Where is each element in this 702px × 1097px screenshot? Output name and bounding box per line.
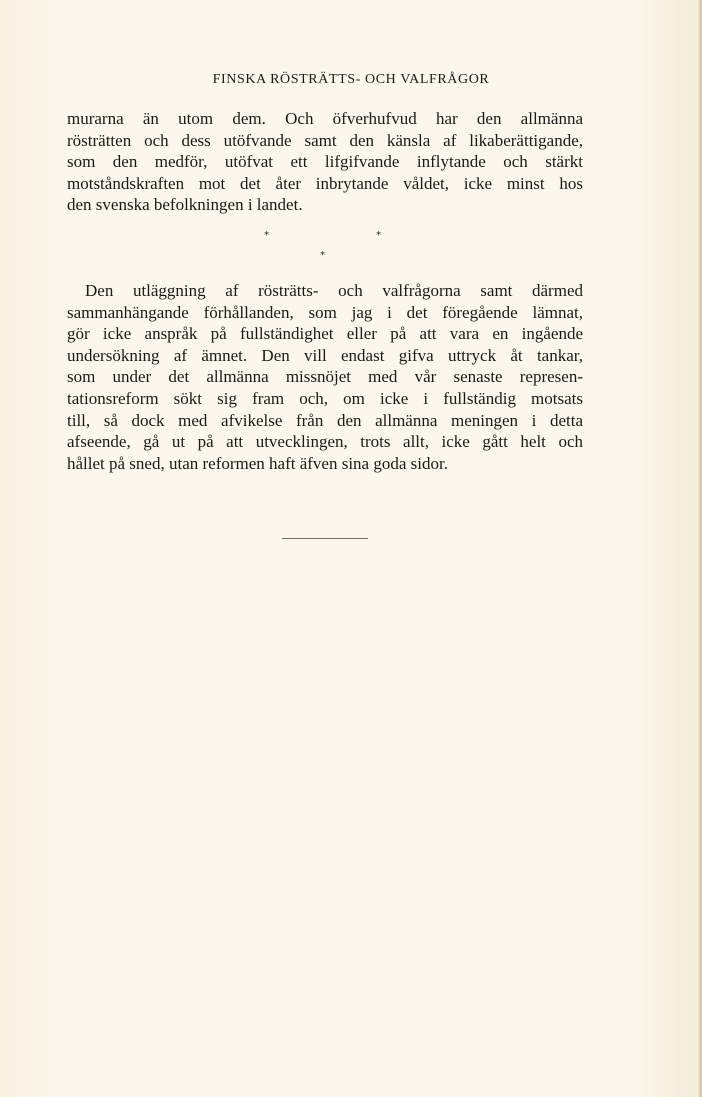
text-line: som den medför, utöfvat ett lifgifvande inflytande och stärkt [67,152,583,172]
asterism-star: * [320,250,325,261]
text-line: sammanhängande förhållanden, som jag i det föregående lämnat, [67,302,583,322]
running-head: FINSKA RÖSTRÄTTS- OCH VALFRÅGOR [212,72,490,87]
asterism-star: * [264,230,269,241]
text-line: motståndskraften mot det åter inbrytande våldet, icke minst hos [67,173,583,193]
text-line: den svenska befolkningen i landet. [67,195,303,215]
text-line: hållet på sned, utan reformen haft äfven sina goda sidor. [67,453,448,473]
paragraph-continued [67,108,583,216]
text-line: murarna än utom dem. Och öfverhufvud har den allmänna [67,109,583,128]
asterism-star: * [376,230,381,241]
text-line: undersökning af ämnet. Den vill endast gifva uttryck åt tankar, [67,345,583,365]
text-line: som under det allmänna missnöjet med vår senaste represen- [67,367,583,387]
paragraph-closing [67,280,583,474]
text-line: rösträtten och dess utöfvande samt den känsla af likaberättigande, [67,130,583,150]
text-line: Den utläggning af rösträtts- och valfrågorna samt därmed [85,281,583,300]
text-line: afseende, gå ut på att utvecklingen, trots allt, icke gått helt och [67,432,583,452]
text-line: till, så dock med afvikelse från den allmänna meningen i detta [67,410,583,430]
text-line: tationsreform sökt sig fram och, om icke i fullständig motsats [67,388,583,408]
text-line: gör icke anspråk på fullständighet eller på att vara en ingående [67,324,583,344]
end-rule [282,538,368,539]
